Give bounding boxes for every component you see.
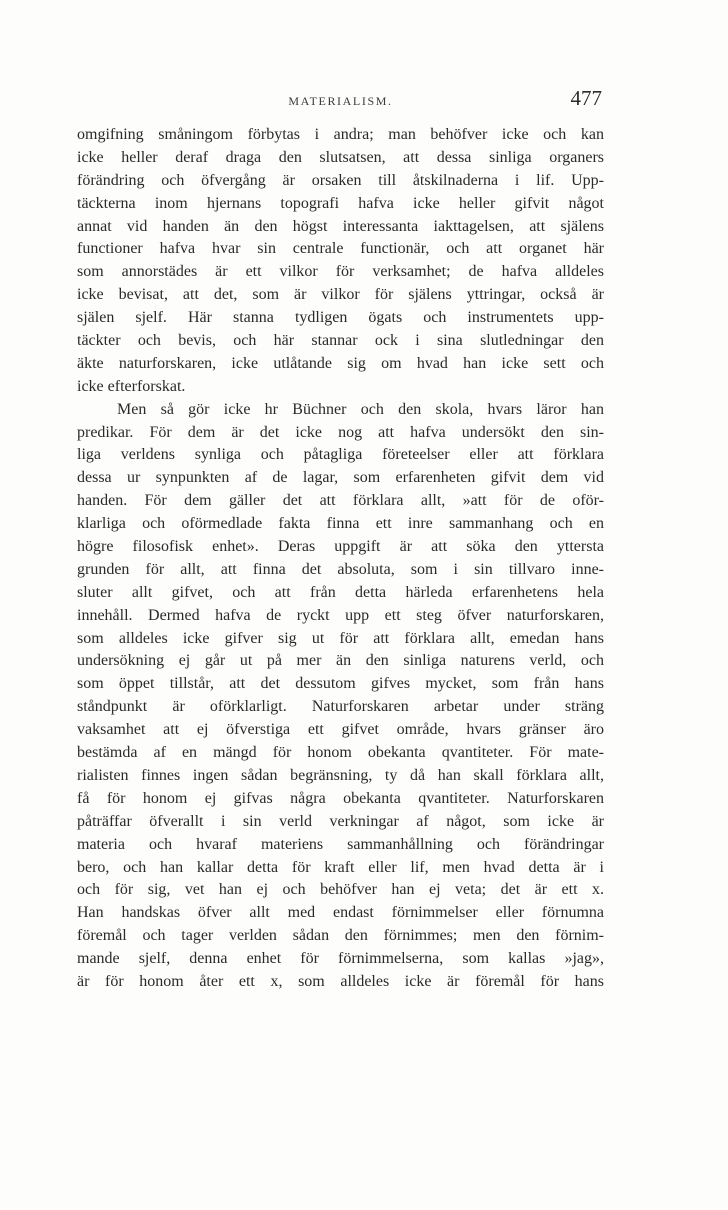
text-line: mande sjelf, denna enhet för förnimmelserna, som kallas »jag», <box>77 950 604 968</box>
text-line: som öppet tillstår, att det dessutom gifves mycket, som från hans <box>77 675 604 693</box>
text-line: bestämda af en mängd för honom obekanta qvantiteter. För mate- <box>77 744 604 762</box>
text-line: täckterna inom hjernans topografi hafva icke heller gifvit något <box>77 194 604 212</box>
text-line: få för honom ej gifvas några obekanta qvantiteter. Naturforskaren <box>77 789 604 807</box>
text-line: dessa ur synpunkten af de lagar, som erfarenheten gifvit dem vid <box>77 469 604 487</box>
text-line: annat vid handen än den högst interessanta iakttagelsen, att själens <box>77 217 604 235</box>
text-line: äkte naturforskaren, icke utlåtande sig om hvad han icke sett och <box>77 354 604 372</box>
text-line: innehåll. Dermed hafva de ryckt upp ett steg öfver naturforskaren, <box>77 606 604 624</box>
page-number: 477 <box>570 86 602 110</box>
text-line: som annorstädes är ett vilkor för verksamhet; de hafva alldeles <box>77 263 604 281</box>
text-line: bero, och han kallar detta för kraft eller lif, men hvad detta är i <box>77 858 604 876</box>
text-line: liga verldens synliga och påtagliga företeelser eller att förklara <box>77 446 604 464</box>
text-line: rialisten finnes ingen sådan begränsning, ty då han skall förklara allt, <box>77 766 604 784</box>
text-line: vaksamhet att ej öfverstiga ett gifvet område, hvars gränser äro <box>77 721 604 739</box>
text-line: som alldeles icke gifver sig ut för att förklara allt, emedan hans <box>77 629 604 647</box>
text-line: föremål och tager verlden sådan den förnimmes; men den förnim- <box>77 927 604 945</box>
running-head: MATERIALISM. <box>288 94 393 108</box>
text-line: täckter och bevis, och här stannar ock i sina slutledningar den <box>77 332 604 350</box>
text-line: materia och hvaraf materiens sammanhållning och förändringar <box>77 835 604 853</box>
text-line: påträffar öfverallt i sin verld verkningar af något, som icke är <box>77 812 604 830</box>
text-line: omgifning småningom förbytas i andra; man behöfver icke och kan <box>77 126 604 143</box>
text-line: och för sig, vet han ej och behöfver han ej veta; det är ett x. <box>77 881 604 899</box>
text-line: handen. För dem gäller det att förklara allt, »att för de oför- <box>77 492 604 510</box>
text-line: själen sjelf. Här stanna tydligen ögats och instrumentets upp- <box>77 309 604 327</box>
page-header <box>77 86 604 116</box>
text-line: icke bevisat, att det, som är vilkor för själens yttringar, också är <box>77 286 604 304</box>
text-line: functioner hafva hvar sin centrale functionär, och att organet här <box>77 240 604 258</box>
text-line: icke heller deraf draga den slutsatsen, att dessa sinliga organers <box>77 148 604 166</box>
text-line: sluter allt gifvet, och att från detta härleda erfarenhetens hela <box>77 583 604 601</box>
text-line: undersökning ej går ut på mer än den sinliga naturens verld, och <box>77 652 604 670</box>
text-line: Han handskas öfver allt med endast förnimmelser eller förnumna <box>77 904 604 922</box>
text-line: klarliga och oförmedlade fakta finna ett inre sammanhang och en <box>77 515 604 533</box>
body-text <box>77 124 604 994</box>
text-line: Men så gör icke hr Büchner och den skola, hvars läror han <box>117 400 604 418</box>
text-line: grunden för allt, att finna det absoluta, som i sin tillvaro inne- <box>77 560 604 578</box>
text-line: icke efterforskat. <box>77 377 186 395</box>
text-line: predikar. För dem är det icke nog att hafva undersökt den sin- <box>77 423 604 441</box>
text-line: högre filosofisk enhet». Deras uppgift är att söka den yttersta <box>77 538 604 556</box>
text-line: är för honom åter ett x, som alldeles icke är föremål för hans <box>77 972 604 990</box>
text-line: förändring och öfvergång är orsaken till åtskilnaderna i lif. Upp- <box>77 171 604 189</box>
text-line: ståndpunkt är oförklarligt. Naturforskaren arbetar under sträng <box>77 698 604 716</box>
